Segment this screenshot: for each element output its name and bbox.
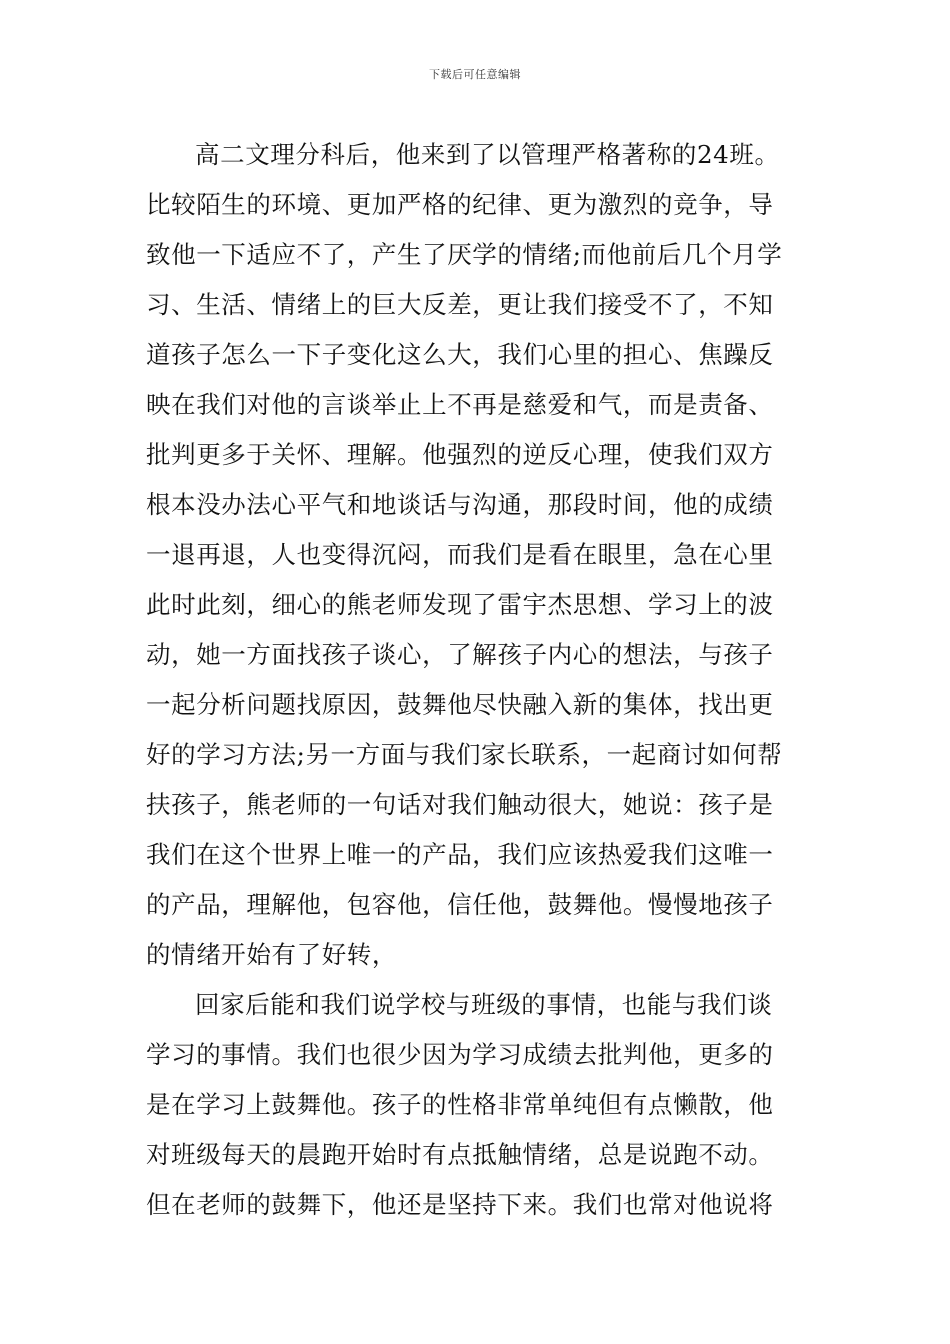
text-line: 高二文理分科后，他来到了以管理严格著称的24班。: [195, 140, 780, 169]
text-line: 一起分析问题找原因，鼓舞他尽快融入新的集体，找出更: [146, 690, 774, 719]
text-line: 扶孩子，熊老师的一句话对我们触动很大，她说：孩子是: [146, 790, 774, 819]
text-line: 是在学习上鼓舞他。孩子的性格非常单纯但有点懒散，他: [146, 1090, 774, 1119]
text-line: 此时此刻，细心的熊老师发现了雷宇杰思想、学习上的波: [146, 590, 774, 619]
text-line: 习、生活、情绪上的巨大反差，更让我们接受不了，不知: [146, 290, 774, 319]
text-line: 动，她一方面找孩子谈心，了解孩子内心的想法，与孩子: [146, 640, 774, 669]
text-line: 道孩子怎么一下子变化这么大，我们心里的担心、焦躁反: [146, 340, 774, 369]
text-line: 好的学习方法;另一方面与我们家长联系，一起商讨如何帮: [146, 740, 783, 769]
text-line: 对班级每天的晨跑开始时有点抵触情绪，总是说跑不动。: [146, 1140, 774, 1169]
document-body: [146, 130, 806, 1230]
text-line: 映在我们对他的言谈举止上不再是慈爱和气，而是责备、: [146, 390, 774, 419]
text-line: 的产品，理解他，包容他，信任他，鼓舞他。慢慢地孩子: [146, 890, 774, 919]
text-line: 但在老师的鼓舞下，他还是坚持下来。我们也常对他说将: [146, 1190, 774, 1219]
text-line: 致他一下适应不了，产生了厌学的情绪;而他前后几个月学: [146, 240, 783, 269]
text-line: 我们在这个世界上唯一的产品，我们应该热爱我们这唯一: [146, 840, 774, 869]
text-line: 学习的事情。我们也很少因为学习成绩去批判他，更多的: [146, 1040, 774, 1069]
text-line: 的情绪开始有了好转，: [146, 940, 397, 969]
text-line: 比较陌生的环境、更加严格的纪律、更为激烈的竞争，导: [146, 190, 774, 219]
text-line: 批判更多于关怀、理解。他强烈的逆反心理，使我们双方: [146, 440, 774, 469]
text-line: 回家后能和我们说学校与班级的事情，也能与我们谈: [195, 990, 773, 1019]
text-line: 根本没办法心平气和地谈话与沟通，那段时间，他的成绩: [146, 490, 774, 519]
text-line: 一退再退，人也变得沉闷，而我们是看在眼里，急在心里: [146, 540, 774, 569]
page-header-note: 下载后可任意编辑: [429, 68, 521, 81]
